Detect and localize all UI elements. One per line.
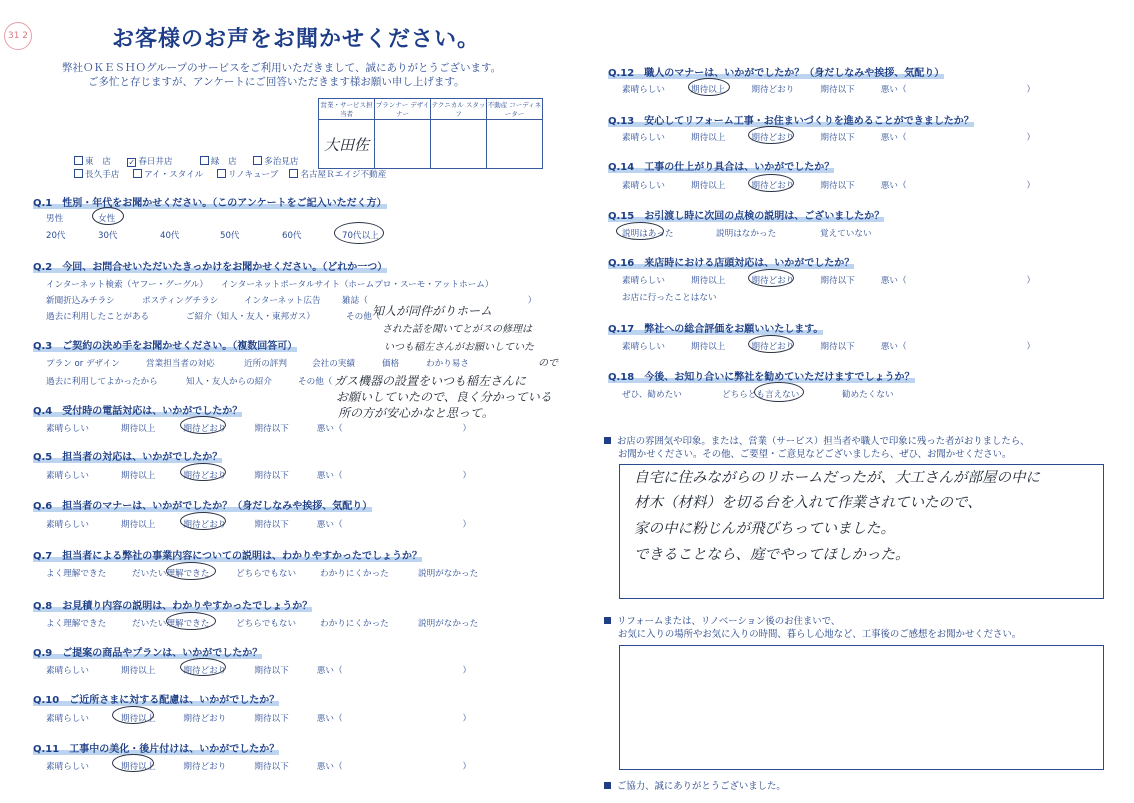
store-checkbox[interactable]: 多治見店 [253,157,298,167]
q1-age-40[interactable]: 40代 [160,231,180,241]
q7-opt-1[interactable]: よく理解できた [46,569,107,579]
q10-label: Q.10 ご近所さまに対する配慮は、いかがでしたか？ [33,695,280,706]
impression-line-1: 自宅に住みながらのリホームだったが、大工さんが部屋の中に [634,470,1040,486]
q13-answer-mark [748,126,794,144]
q7-opt-3[interactable]: どちらでもない [236,569,297,579]
q16-never-visited[interactable]: お店に行ったことはない [622,293,717,303]
store-checkbox[interactable]: 緑 店 [200,157,237,167]
staff-technical-cell[interactable] [431,120,487,169]
page-title: お客様のお声をお聞かせください。 [112,27,481,52]
q18-opt-1[interactable]: ぜひ、勧めたい [622,390,682,400]
q16-answer-mark [748,269,794,287]
q2-label: Q.2 今回、お問合せいただいたきっかけをお聞かせください。（どれか一つ） [33,262,388,273]
store-checkbox[interactable]: ✓ 春日井店 [128,157,173,167]
q12-scale[interactable]: 素晴らしい 期待以上 期待どおり 期待以下 悪い（ ） [622,85,1036,95]
store-checkbox[interactable]: アイ・スタイル [133,170,203,180]
q2-line-1[interactable]: インターネット検索（ヤフー・グーグル） インターネットポータルサイト（ホームプロ・スーモ・アットホーム） [46,280,494,290]
q8-label: Q.8 お見積り内容の説明は、わかりやすかったでしょうか？ [33,601,313,612]
q15-opt-3[interactable]: 覚えていない [820,229,872,239]
impression-label-1: お店の雰囲気や印象。または、営業（サービス）担当者や職人で印象に残った者がおりましたら、 [604,433,1030,447]
bullet-icon [604,782,611,789]
q2-handwriting-3: いつも稲左さんがお願いしていた [384,342,534,353]
staff-header-realestate: 不動産 コーディネーター [487,99,543,120]
bullet-icon [604,437,611,444]
q3-sales-staff[interactable]: 営業担当者の対応 [146,359,215,369]
q2-past-use[interactable]: 過去に利用したことがある [46,312,150,322]
q5-scale[interactable]: 素晴らしい 期待以上 期待どおり 期待以下 悪い（ ） [46,471,472,481]
staff-header-planner: プランナー デザイナー [375,99,431,120]
q15-answer-mark [616,222,664,240]
q3-friend[interactable]: 知人・友人からの紹介 [186,377,272,387]
q8-opt-2[interactable]: だいたい理解できた [132,619,210,629]
q3-clarity[interactable]: わかり易さ [426,359,469,369]
staff-planner-cell[interactable] [375,120,431,169]
store-row-2 [74,168,386,180]
q17-label: Q.17 弊社への総合評価をお願いいたします。 [608,324,824,335]
q3-other[interactable]: その他（ [298,377,333,387]
staff-table [318,98,543,169]
impression-line-2: 材木（材料）を切る台を入れて作業されていたので、 [634,495,982,511]
q10-answer-mark [112,706,154,724]
q11-label: Q.11 工事中の美化・後片付けは、いかがでしたか？ [33,744,280,755]
q9-scale[interactable]: 素晴らしい 期待以上 期待どおり 期待以下 悪い（ ） [46,666,472,676]
q4-label: Q.4 受付時の電話対応は、いかがでしたか？ [33,406,243,417]
q8-answer-mark [166,612,216,630]
q11-scale[interactable]: 素晴らしい 期待以上 期待どおり 期待以下 悪い（ ） [46,762,472,772]
impression-label-2: お聞かせください。その他、ご要望・ご意見などございましたら、ぜひ、お聞かせください。 [618,449,1012,460]
q9-label: Q.9 ご提案の商品やプランは、いかがでしたか？ [33,648,263,659]
q1-gender-circle [92,207,124,225]
staff-sales-cell[interactable] [319,120,375,169]
q2-other[interactable]: その他（ [346,312,381,322]
q7-opt-5[interactable]: 説明がなかった [418,569,479,579]
staff-sales-name: 大田佐 [323,135,369,154]
q17-scale[interactable]: 素晴らしい 期待以上 期待どおり 期待以下 悪い（ ） [622,342,1036,352]
reform-label-2: お気に入りの場所やお気に入りの時間、暮らし心地など、工事後のご感想をお聞かせください。 [618,629,1022,640]
q18-opt-2[interactable]: どちらとも言えない [722,390,800,400]
q3-handwriting-2: お願いしていたので、良く分かっている [336,390,552,404]
q1-age-30[interactable]: 30代 [98,231,118,241]
q3-handwriting-3: 所の方が安心かなと思って。 [338,406,494,420]
q2-referral[interactable]: ご紹介（知人・友人・東邦ガス） [186,312,315,322]
q12-answer-mark [688,78,730,96]
store-row-1 [74,155,298,167]
impression-line-4: できることなら、庭でやってほしかった。 [634,547,910,563]
q2-handwriting-2: された話を聞いてとがスの修理は [382,324,532,335]
q1-age-70plus[interactable]: 70代以上 [342,231,379,241]
q8-opt-1[interactable]: よく理解できた [46,619,107,629]
q8-opt-4[interactable]: わかりにくかった [320,619,389,629]
q1-gender-female[interactable]: 女性 [98,214,116,224]
q3-handwriting-1: ガス機器の設置をいつも稲左さんに [334,374,527,388]
q2-flyer[interactable]: 新聞折込みチラシ [46,296,115,306]
q16-scale[interactable]: 素晴らしい 期待以上 期待どおり 期待以下 悪い（ ） [622,276,1036,286]
q12-label: Q.12 職人のマナーは、いかがでしたか？（身だしなみや挨拶、気配り） [608,68,945,79]
q6-label: Q.6 担当者のマナーは、いかがでしたか？（身だしなみや挨拶、気配り） [33,501,373,512]
receipt-stamp: 31 2 [4,22,32,50]
q10-scale[interactable]: 素晴らしい 期待以上 期待どおり 期待以下 悪い（ ） [46,714,472,724]
q11-answer-mark [112,754,154,772]
q3-past-use[interactable]: 過去に利用してよかったから [46,377,158,387]
q7-label: Q.7 担当者による弊社の事業内容についての説明は、わかりやすかったでしょうか？ [33,551,423,562]
q13-scale[interactable]: 素晴らしい 期待以上 期待どおり 期待以下 悪い（ ） [622,133,1036,143]
q15-opt-2[interactable]: 説明はなかった [716,229,777,239]
q3-label: Q.3 ご契約の決め手をお聞かせください。（複数回答可） [33,341,298,352]
q6-scale[interactable]: 素晴らしい 期待以上 期待どおり 期待以下 悪い（ ） [46,520,472,530]
q1-age-60[interactable]: 60代 [282,231,302,241]
store-checkbox[interactable]: リノキューブ [217,170,278,180]
reform-textarea[interactable] [619,645,1104,770]
staff-realestate-cell[interactable] [487,120,543,169]
q15-opt-1[interactable]: 説明はあった [622,229,674,239]
q18-opt-3[interactable]: 勧めたくない [842,390,894,400]
q13-label: Q.13 安心してリフォーム工事・お住まいづくりを進めることができましたか？ [608,116,974,127]
store-checkbox[interactable]: 長久手店 [74,170,119,180]
q15-label: Q.15 お引渡し時に次回の点検の説明は、ございましたか？ [608,211,885,222]
q14-label: Q.14 工事の仕上がり具合は、いかがでしたか？ [608,162,835,173]
q7-opt-4[interactable]: わかりにくかった [320,569,389,579]
q2-posting[interactable]: ポスティングチラシ [142,296,219,306]
q18-label: Q.18 今後、お知り合いに弊社を勧めていただけますでしょうか？ [608,372,915,383]
q9-answer-mark [180,658,226,676]
q2-magazine[interactable]: 雑誌（ ） [342,296,537,306]
reform-label-1: リフォームまたは、リノベーション後のお住まいで、 [604,613,840,627]
q16-label: Q.16 来店時における店頭対応は、いかがでしたか？ [608,258,855,269]
bullet-icon [604,617,611,624]
q14-answer-mark [748,174,794,192]
q18-answer-mark [754,382,804,402]
q8-opt-3[interactable]: どちらでもない [236,619,297,629]
q3-plan[interactable]: プラン or デザイン [46,359,120,369]
q14-scale[interactable]: 素晴らしい 期待以上 期待どおり 期待以下 悪い（ ） [622,181,1036,191]
impression-line-3: 家の中に粉じんが飛びちっていました。 [634,521,895,537]
q1-label: Q.1 性別・年代をお聞かせください。（このアンケートをご記入いただく方） [33,198,387,209]
q1-age-circle [334,222,384,244]
q8-opt-5[interactable]: 説明がなかった [418,619,479,629]
q3-reputation[interactable]: 近所の評判 [244,359,287,369]
q5-answer-mark [180,463,226,481]
q1-gender-male[interactable]: 男性 [46,214,64,224]
q6-answer-mark [180,512,226,530]
q4-answer-mark [180,416,226,434]
staff-header-technical: テクニカル スタッフ [431,99,487,120]
q7-opt-2[interactable]: だいたい理解できた [132,569,210,579]
q7-answer-mark [166,562,216,580]
store-checkbox[interactable]: 東 店 [74,157,111,167]
q3-price[interactable]: 価格 [382,359,400,369]
q5-label: Q.5 担当者の対応は、いかがでしたか？ [33,452,223,463]
q1-age-20[interactable]: 20代 [46,231,66,241]
intro-line-2: ご多忙と存じますが、アンケートにご回答いただきます様お願い申し上げます。 [88,76,465,88]
q2-handwriting-4: ので [538,358,558,369]
staff-header-sales: 営業・サービス担当者 [319,99,375,120]
q4-scale[interactable]: 素晴らしい 期待以上 期待どおり 期待以下 悪い（ ） [46,424,472,434]
q3-record[interactable]: 会社の実績 [312,359,355,369]
q1-age-50[interactable]: 50代 [220,231,240,241]
q17-answer-mark [748,335,794,353]
q2-handwriting-1: 知人が同件がりホーム [372,304,493,318]
intro-line-1: 弊社ＯＫＥＳＨＯグループのサービスをご利用いただきまして、誠にありがとうございます。 [62,62,502,74]
q2-web-ad[interactable]: インターネット広告 [244,296,321,306]
store-checkbox[interactable]: 名古屋Ｒエイジ不動産 [289,170,386,180]
thanks-text: ご協力、誠にありがとうございました。 [604,778,786,792]
